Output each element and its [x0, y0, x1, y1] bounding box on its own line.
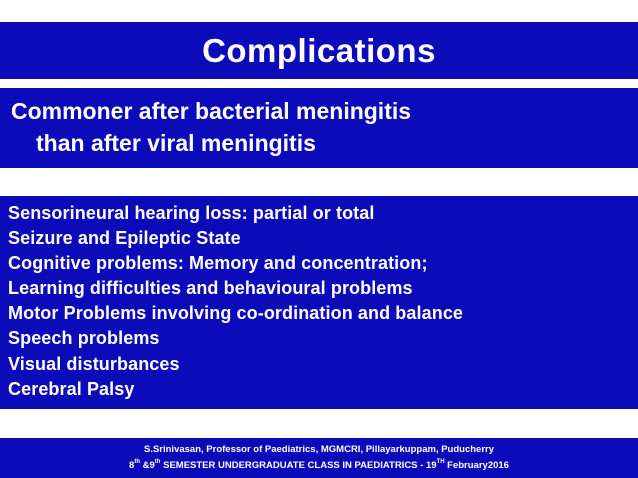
footer-text-part: SEMESTER UNDERGRADUATE CLASS IN PAEDIATRICS - 19: [160, 460, 437, 471]
complications-list: [0, 196, 638, 409]
list-item: Learning difficulties and behavioural problems: [8, 278, 413, 299]
intro-line-1: Commoner after bacterial meningitis: [11, 98, 412, 124]
footer-text-part: 8: [129, 460, 135, 471]
footer: [0, 438, 638, 478]
list-item: Sensorineural hearing loss: partial or total: [8, 203, 375, 223]
footer-text-part: February2016: [444, 460, 509, 471]
list-item: Cognitive problems: Memory and concentration;: [8, 253, 428, 274]
footer-superscript: th: [134, 459, 140, 465]
list-item: Visual disturbances: [8, 353, 180, 374]
footer-superscript: TH: [436, 459, 445, 465]
footer-superscript: th: [154, 459, 161, 465]
slide-title: Complications: [202, 31, 436, 69]
footer-text-part: &9: [140, 460, 155, 471]
list-item: Cerebral Palsy: [8, 378, 135, 399]
footer-class-info: [129, 458, 509, 474]
title-bar: [0, 22, 638, 79]
list-item: Motor Problems involving co-ordination and balance: [8, 303, 464, 324]
list-item: Speech problems: [8, 328, 160, 349]
footer-author: S.Srinivasan, Professor of Paediatrics, MGMCRI, Pillayarkuppam, Puducherry: [143, 444, 495, 455]
intro-box: [0, 88, 638, 168]
intro-line-2: than after viral meningitis: [36, 130, 316, 156]
list-item: Seizure and Epileptic State: [8, 228, 241, 249]
